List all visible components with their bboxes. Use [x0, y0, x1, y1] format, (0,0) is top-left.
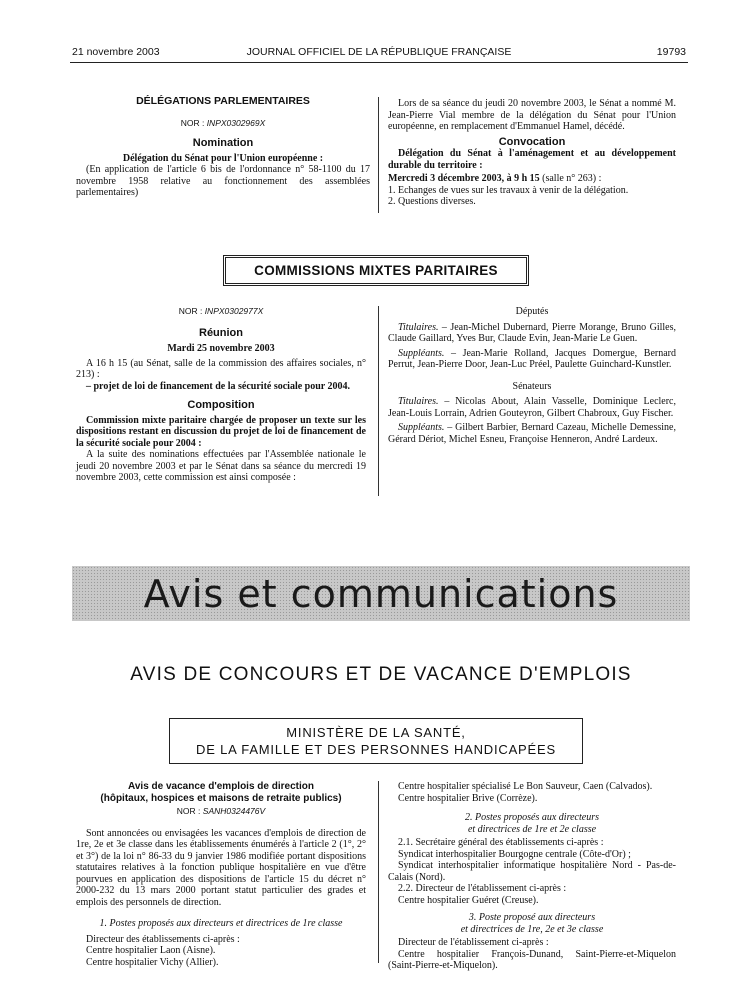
- composition-bold-text: Commission mixte paritaire chargée de proposer un texte sur les dispositions restant en discussion du projet de loi de financement de la sécurité sociale pour 2004 :: [76, 414, 366, 449]
- right-item: Centre hospitalier Brive (Corrèze).: [398, 792, 538, 804]
- agenda-item: 2. Questions diverses.: [388, 196, 476, 207]
- header-date: 21 novembre 2003: [72, 46, 160, 58]
- ministry-line-2: DE LA FAMILLE ET DES PERSONNES HANDICAPÉES: [196, 742, 556, 757]
- vial-nomination-paragraph: Lors de sa séance du jeudi 20 novembre 2003, le Sénat a nommé M. Jean-Pierre Vial membre de la délégation du Sénat pour l'Union européenne, en remplacement d'Emmanuel Hamel, décédé.: [388, 98, 676, 132]
- cmp-right-column: [388, 306, 676, 445]
- avis-communications-banner: [72, 566, 690, 621]
- avis-concours-title: AVIS DE CONCOURS ET DE VACANCE D'EMPLOIS: [130, 664, 632, 685]
- delegations-right-column: [388, 98, 676, 208]
- vacance-intro: Sont annoncées ou envisagées les vacances d'emplois de direction de 1re, 2e et 3e classe dans les établissements énumérés à l'article 2 (1°, 2° et 3°) de la loi n° 86-33 du 9 janvier 1986 modifiée portant dispositions statutaires relatives à la fonction publique hospitalière en vue d'être pourvues en application des dispositions de l'article 15 du décret n° 2000-232 du 13 mars 2000 portant statut particulier des grades et emplois des personnels de direction.: [76, 827, 366, 908]
- reunion-item: – projet de loi de financement de la sécurité sociale pour 2004.: [86, 380, 351, 392]
- meeting-line: Mercredi 3 décembre 2003, à 9 h 15 (salle n° 263) :: [388, 173, 602, 184]
- vacance-title-line-1: Avis de vacance d'emplois de direction: [128, 781, 314, 792]
- ministry-line-1: MINISTÈRE DE LA SANTÉ,: [286, 725, 466, 740]
- banner-title: Avis et communications: [143, 571, 619, 616]
- cmp-left-column: [76, 306, 366, 484]
- convocation-heading: Convocation: [498, 135, 566, 148]
- delegations-left-column: [76, 96, 370, 199]
- delegations-nor: NOR : INPX0302969X: [180, 117, 266, 128]
- sec2-1-heading: 2.1. Secrétaire général des établissements ci-après :: [398, 837, 604, 848]
- deputes-titulaires: Titulaires. – Jean-Michel Dubernard, Pierre Morange, Bruno Gilles, Claude Gaillard, Yves Bur, Claude Evin, Jean-Marie Le Guen.: [388, 321, 676, 344]
- header-journal-title: JOURNAL OFFICIEL DE LA RÉPUBLIQUE FRANÇAISE: [246, 46, 512, 58]
- header-page-number: 19793: [656, 46, 686, 58]
- delegation-amenagement-label: Délégation du Sénat à l'aménagement et au développement durable du territoire :: [388, 148, 676, 171]
- sec2-1-item: Syndicat interhospitalier informatique hospitalière Nord - Pas-de-Calais (Nord).: [388, 860, 676, 883]
- sec3-lead: Directeur de l'établissement ci-après :: [398, 937, 549, 948]
- vacance-title-line-2: (hôpitaux, hospices et maisons de retraite publics): [100, 792, 342, 804]
- column-divider: [378, 97, 379, 213]
- sec1-title: 1. Postes proposés aux directeurs et directrices de 1re classe: [99, 918, 343, 929]
- delegations-title: DÉLÉGATIONS PARLEMENTAIRES: [136, 95, 310, 107]
- reunion-heading: Réunion: [199, 326, 243, 339]
- cmp-section-title: COMMISSIONS MIXTES PARITAIRES: [254, 263, 498, 278]
- sec2-2-heading: 2.2. Directeur de l'établissement ci-après :: [398, 883, 567, 894]
- sec1-item: Centre hospitalier Vichy (Allier).: [86, 956, 219, 968]
- senateurs-titulaires: Titulaires. – Nicolas About, Alain Vasselle, Dominique Leclerc, Jean-Louis Lorrain, Adrien Gouteyron, Gilbert Chabroux, Guy Fischer.: [388, 396, 676, 419]
- delegation-ue-label: Délégation du Sénat pour l'Union européenne :: [122, 152, 324, 164]
- sec2-2-item: Centre hospitalier Guéret (Creuse).: [398, 894, 539, 906]
- sec2-title-line-2: et directrices de 1re et 2e classe: [467, 823, 597, 835]
- sec1-lead: Directeur des établissements ci-après :: [86, 933, 240, 945]
- senateurs-suppleants: Suppléants. – Gilbert Barbier, Bernard Cazeau, Michelle Demessine, Gérard Dériot, Michel Esneu, Françoise Henneron, André Lardeux.: [388, 422, 676, 445]
- sec3-title-line-1: 3. Poste proposé aux directeurs: [468, 912, 596, 923]
- column-divider: [378, 781, 379, 963]
- vacance-right-column: [388, 781, 676, 972]
- header-rule: [70, 62, 688, 63]
- reunion-text: A 16 h 15 (au Sénat, salle de la commission des affaires sociales, n° 213) :: [76, 357, 366, 380]
- reunion-date: Mardi 25 novembre 2003: [167, 343, 275, 354]
- senateurs-heading: Sénateurs: [512, 380, 552, 392]
- sec3-title-line-2: et directrices de 1re, 2e et 3e classe: [460, 923, 604, 935]
- right-item: Centre hospitalier spécialisé Le Bon Sauveur, Caen (Calvados).: [398, 781, 653, 792]
- sec2-1-item: Syndicat interhospitalier Bourgogne centrale (Côte-d'Or) ;: [398, 848, 631, 860]
- delegation-ue-paragraph: (En application de l'article 6 bis de l'ordonnance n° 58-1100 du 17 novembre 1958 relative au fonctionnement des assemblées parlementaires): [76, 164, 370, 198]
- cmp-nor: NOR : INPX0302977X: [178, 306, 264, 316]
- ministry-box: [169, 718, 583, 764]
- composition-text: A la suite des nominations effectuées par l'Assemblée nationale le jeudi 20 novembre 2003 et par le Sénat dans sa séance du mercredi 19 novembre 2003, cette commission est ainsi composée :: [76, 449, 366, 483]
- nomination-heading: Nomination: [192, 137, 254, 149]
- cmp-section-box: [223, 255, 529, 286]
- sec3-item: Centre hospitalier François-Dunand, Saint-Pierre-et-Miquelon (Saint-Pierre-et-Miquelon).: [388, 948, 676, 971]
- vacance-left-column: [76, 781, 366, 968]
- deputes-heading: Députés: [515, 306, 549, 317]
- page-header: [72, 46, 686, 60]
- sec1-item: Centre hospitalier Laon (Aisne).: [86, 945, 216, 956]
- vacance-nor: NOR : SANH0324476V: [176, 806, 266, 816]
- sec2-title-line-1: 2. Postes proposés aux directeurs: [465, 812, 599, 823]
- deputes-suppleants: Suppléants. – Jean-Marie Rolland, Jacques Domergue, Bernard Perrut, Jean-Pierre Door, Jean-Luc Préel, Paulette Guinchard-Kunstler.: [388, 347, 676, 370]
- composition-heading: Composition: [187, 399, 255, 411]
- column-divider: [378, 306, 379, 496]
- agenda-item: 1. Echanges de vues sur les travaux à venir de la délégation.: [388, 184, 629, 196]
